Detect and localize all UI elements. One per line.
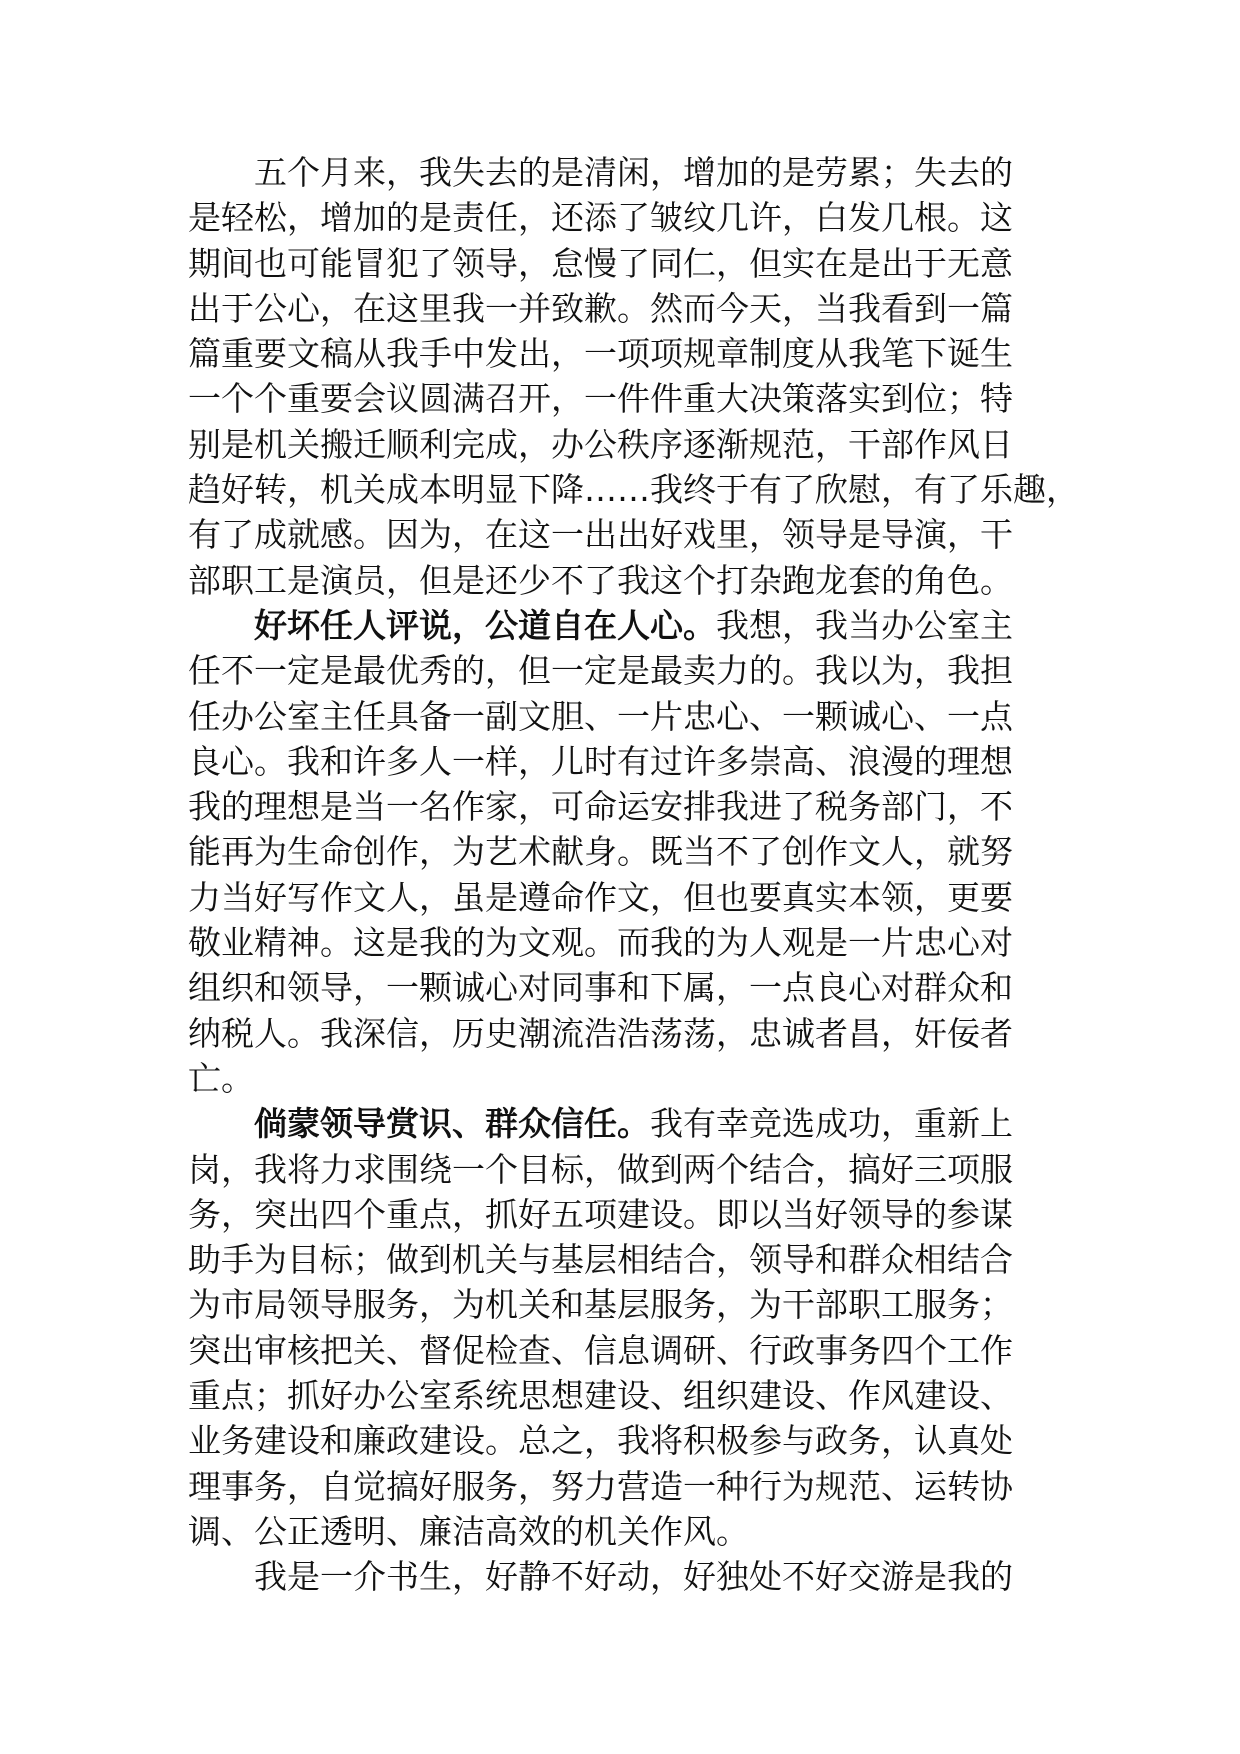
text-line: 有了成就感。因为，在这一出出好戏里，领导是导演，干 xyxy=(188,515,1013,555)
paragraph-2 xyxy=(188,603,1088,1101)
paragraph-4 xyxy=(188,1554,1088,1599)
text-line: 部职工是演员，但是还少不了我这个打杂跑龙套的角色。 xyxy=(188,560,1013,600)
text-line: 任办公室主任具备一副文胆、一片忠心、一颗诚心、一点 xyxy=(188,696,1013,736)
text-line: 岗，我将力求围绕一个目标，做到两个结合，搞好三项服 xyxy=(188,1149,1013,1189)
text-line: 突出审核把关、督促检查、信息调研、行政事务四个工作 xyxy=(188,1330,1013,1370)
text-line: 五个月来，我失去的是清闲，增加的是劳累；失去的 xyxy=(254,153,1013,192)
paragraph-lead-rest: 我想，我当办公室主 xyxy=(716,605,1013,645)
text-line: 敬业精神。这是我的为文观。而我的为人观是一片忠心对 xyxy=(188,923,1013,963)
text-line: 为市局领导服务，为机关和基层服务，为干部职工服务； xyxy=(188,1285,1013,1325)
text-line: 纳税人。我深信，历史潮流浩浩荡荡，忠诚者昌，奸佞者 xyxy=(188,1013,1013,1053)
text-line: 期间也可能冒犯了领导，怠慢了同仁，但实在是出于无意 xyxy=(188,243,1013,283)
paragraph-3 xyxy=(188,1101,1088,1554)
text-line: 一个个重要会议圆满召开，一件件重大决策落实到位；特 xyxy=(188,379,1013,419)
text-line: 出于公心，在这里我一并致歉。然而今天，当我看到一篇 xyxy=(188,288,1013,328)
text-line: 任不一定是最优秀的，但一定是最卖力的。我以为，我担 xyxy=(188,651,1013,691)
text-line: 我是一介书生，好静不好动，好独处不好交游是我的 xyxy=(254,1557,1013,1597)
text-line: 力当好写作文人，虽是遵命作文，但也要真实本领，更要 xyxy=(188,877,1013,917)
text-line: 理事务，自觉搞好服务，努力营造一种行为规范、运转协 xyxy=(188,1466,1013,1506)
text-line: 我的理想是当一名作家，可命运安排我进了税务部门，不 xyxy=(188,787,1013,827)
text-line: 调、公正透明、廉洁高效的机关作风。 xyxy=(188,1511,749,1551)
paragraph-lead-heading: 倘蒙领导赏识、群众信任。 xyxy=(254,1104,650,1144)
text-line: 良心。我和许多人一样，儿时有过许多崇高、浪漫的理想 xyxy=(188,741,1013,781)
paragraph-1 xyxy=(188,150,1088,603)
paragraph-lead-rest: 我有幸竞选成功，重新上 xyxy=(650,1104,1013,1144)
document-body xyxy=(188,150,1088,1600)
text-line: 是轻松，增加的是责任，还添了皱纹几许，白发几根。这 xyxy=(188,198,1013,238)
text-line: 亡。 xyxy=(188,1058,254,1098)
text-line: 务，突出四个重点，抓好五项建设。即以当好领导的参谋 xyxy=(188,1194,1013,1234)
text-line-with-lead xyxy=(188,1101,1088,1146)
text-line: 能再为生命创作，为艺术献身。既当不了创作文人，就努 xyxy=(188,832,1013,872)
text-line: 重点；抓好办公室系统思想建设、组织建设、作风建设、 xyxy=(188,1376,1013,1416)
paragraph-lead-heading: 好坏任人评说，公道自在人心。 xyxy=(254,605,716,645)
text-line: 别是机关搬迁顺利完成，办公秩序逐渐规范，干部作风日 xyxy=(188,424,1013,464)
text-line: 业务建设和廉政建设。总之，我将积极参与政务，认真处 xyxy=(188,1421,1013,1461)
text-line: 组织和领导，一颗诚心对同事和下属，一点良心对群众和 xyxy=(188,968,1013,1008)
text-line: 趋好转，机关成本明显下降……我终于有了欣慰，有了乐趣， xyxy=(188,470,1079,510)
text-line: 篇重要文稿从我手中发出，一项项规章制度从我笔下诞生 xyxy=(188,334,1013,374)
text-line: 助手为目标；做到机关与基层相结合，领导和群众相结合 xyxy=(188,1240,1013,1280)
text-line-with-lead xyxy=(188,603,1088,648)
